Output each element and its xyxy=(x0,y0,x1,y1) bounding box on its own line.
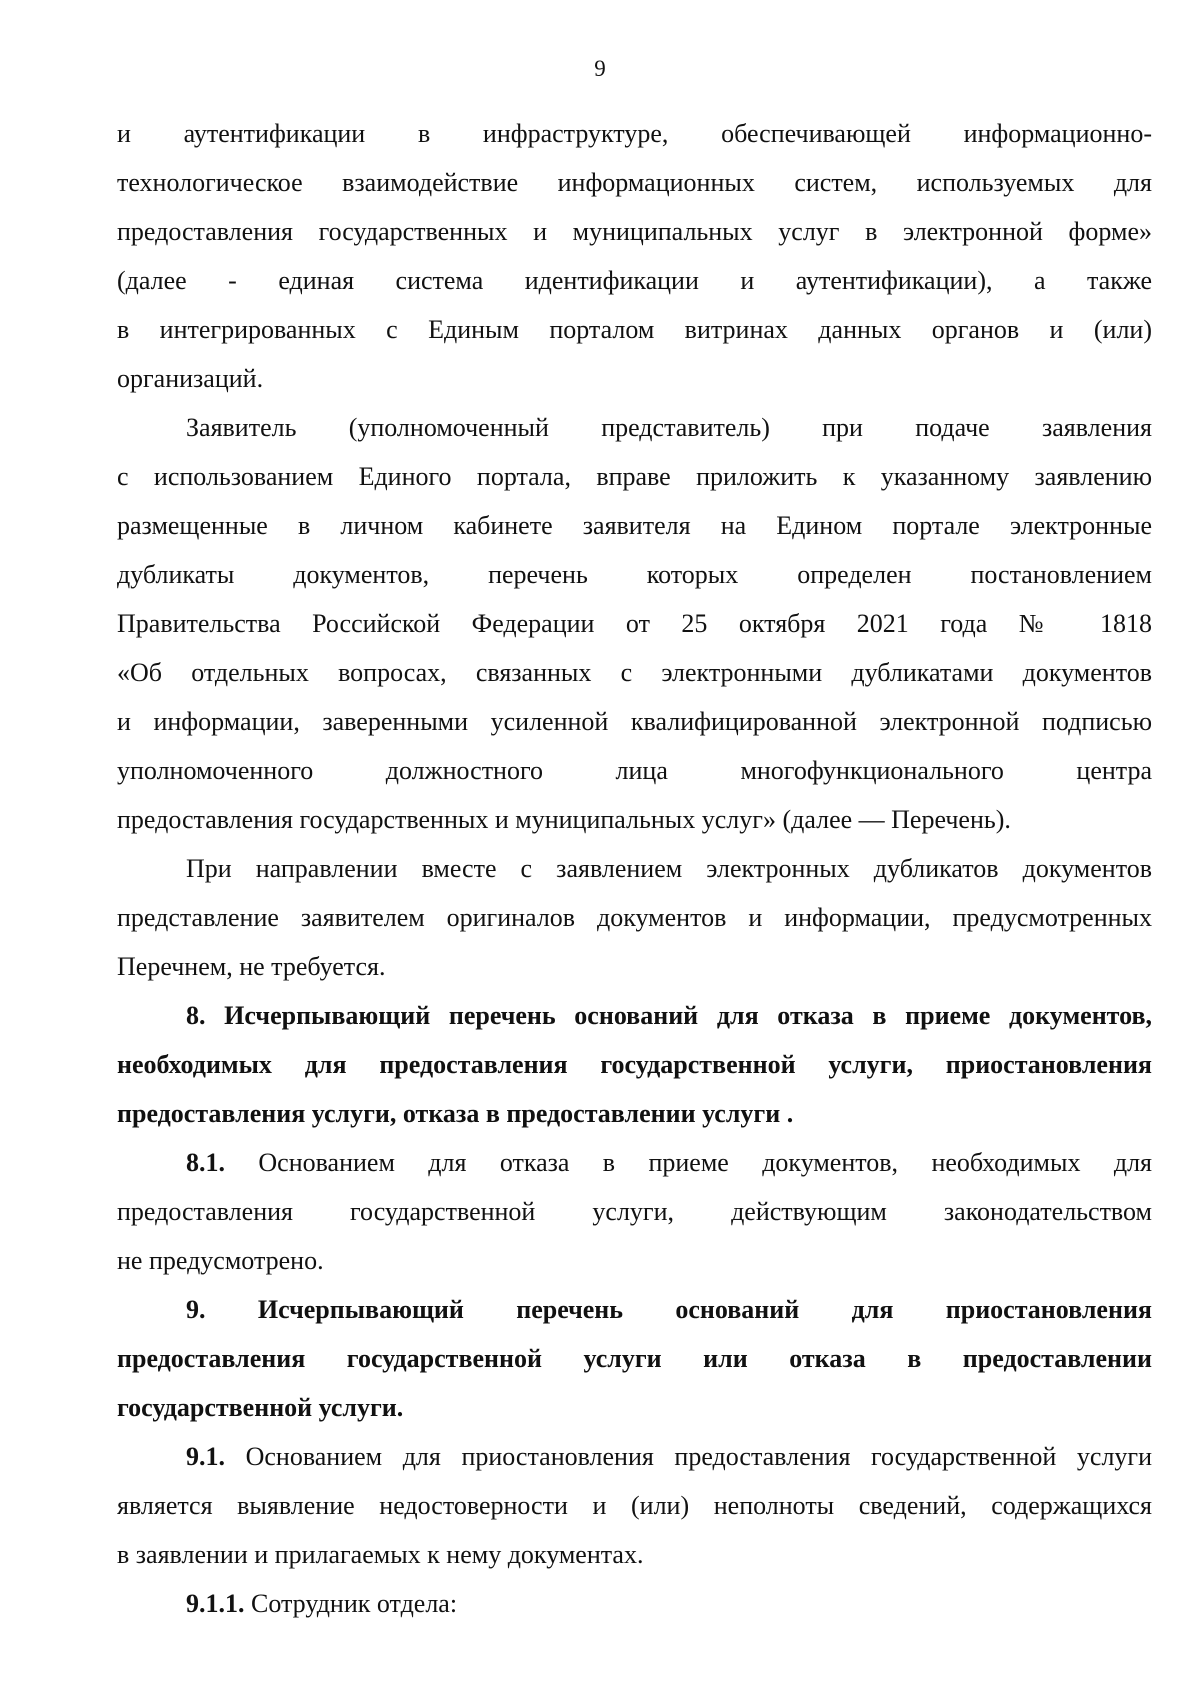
line-text: предоставления услуги, отказа в предоставлении услуги . xyxy=(117,1099,794,1128)
line-text: организаций. xyxy=(117,364,264,393)
text-line xyxy=(117,697,1152,746)
line-text: предоставления государственных и муниципальных услуг» (далее — Перечень). xyxy=(117,805,1011,834)
text-line xyxy=(117,1187,1152,1236)
text-line xyxy=(117,501,1152,550)
text-line xyxy=(117,1138,1152,1187)
text-line xyxy=(117,599,1152,648)
line-text: является выявление недостоверности и (или) неполноты сведений, содержащихся xyxy=(117,1491,1152,1520)
text-line xyxy=(117,109,1152,158)
line-text: Основанием для отказа в приеме документов, необходимых для xyxy=(225,1148,1152,1177)
line-text: представление заявителем оригиналов документов и информации, предусмотренных xyxy=(117,903,1152,932)
text-line xyxy=(117,942,1152,991)
text-line xyxy=(117,1432,1152,1481)
line-text: размещенные в личном кабинете заявителя на Едином портале электронные xyxy=(117,511,1152,540)
line-text: с использованием Единого портала, вправе приложить к указанному заявлению xyxy=(117,462,1152,491)
line-text: Перечнем, не требуется. xyxy=(117,952,386,981)
text-line xyxy=(117,1236,1152,1285)
line-text: Правительства Российской Федерации от 25 октября 2021 года № 1818 xyxy=(117,609,1152,638)
section-number: 8.1. xyxy=(186,1148,225,1177)
line-text: При направлении вместе с заявлением электронных дубликатов документов xyxy=(186,854,1152,883)
document-body xyxy=(117,109,1152,1628)
text-line xyxy=(117,1334,1152,1383)
text-line xyxy=(117,844,1152,893)
section-heading-text: . Исчерпывающий перечень оснований для приостановления xyxy=(199,1295,1152,1324)
line-text: (далее - единая система идентификации и аутентификации), а также xyxy=(117,266,1152,295)
section-number: 9 xyxy=(186,1295,199,1324)
line-text: «Об отдельных вопросах, связанных с электронными дубликатами документов xyxy=(117,658,1152,687)
text-line xyxy=(117,1530,1152,1579)
text-line xyxy=(117,1481,1152,1530)
line-text: необходимых для предоставления государственной услуги, приостановления xyxy=(117,1050,1152,1079)
text-line xyxy=(117,648,1152,697)
text-line xyxy=(117,1040,1152,1089)
text-line xyxy=(117,550,1152,599)
section-number: 8 xyxy=(186,1001,199,1030)
line-text: и информации, заверенными усиленной квалифицированной электронной подписью xyxy=(117,707,1152,736)
line-text: в заявлении и прилагаемых к нему документах. xyxy=(117,1540,644,1569)
text-line xyxy=(117,1089,1152,1138)
line-text: предоставления государственных и муниципальных услуг в электронной форме» xyxy=(117,217,1152,246)
text-line xyxy=(117,1383,1152,1432)
section-number: 9.1.1. xyxy=(186,1589,245,1618)
line-text: Заявитель (уполномоченный представитель) при подаче заявления xyxy=(186,413,1152,442)
line-text: предоставления государственной услуги, действующим законодательством xyxy=(117,1197,1152,1226)
line-text: Основанием для приостановления предоставления государственной услуги xyxy=(225,1442,1152,1471)
text-line xyxy=(117,452,1152,501)
line-text: в интегрированных с Единым порталом витринах данных органов и (или) xyxy=(117,315,1152,344)
text-line xyxy=(117,207,1152,256)
text-line xyxy=(117,305,1152,354)
text-line xyxy=(117,1579,1152,1628)
line-text: предоставления государственной услуги или отказа в предоставлении xyxy=(117,1344,1152,1373)
line-text: технологическое взаимодействие информационных систем, используемых для xyxy=(117,168,1152,197)
text-line xyxy=(117,256,1152,305)
page-number: 9 xyxy=(594,56,606,81)
line-text: Сотрудник отдела: xyxy=(244,1589,458,1618)
text-line xyxy=(117,991,1152,1040)
line-text: не предусмотрено. xyxy=(117,1246,324,1275)
line-text: дубликаты документов, перечень которых определен постановлением xyxy=(117,560,1152,589)
text-line xyxy=(117,746,1152,795)
text-line xyxy=(117,795,1152,844)
text-line xyxy=(117,354,1152,403)
line-text: уполномоченного должностного лица многофункционального центра xyxy=(117,756,1152,785)
line-text: и аутентификации в инфраструктуре, обеспечивающей информационно- xyxy=(117,119,1152,148)
text-line xyxy=(117,1285,1152,1334)
text-line xyxy=(117,403,1152,452)
section-heading-text: . Исчерпывающий перечень оснований для отказа в приеме документов, xyxy=(199,1001,1152,1030)
text-line xyxy=(117,893,1152,942)
section-number: 9.1. xyxy=(186,1442,225,1471)
line-text: государственной услуги. xyxy=(117,1393,404,1422)
text-line xyxy=(117,158,1152,207)
